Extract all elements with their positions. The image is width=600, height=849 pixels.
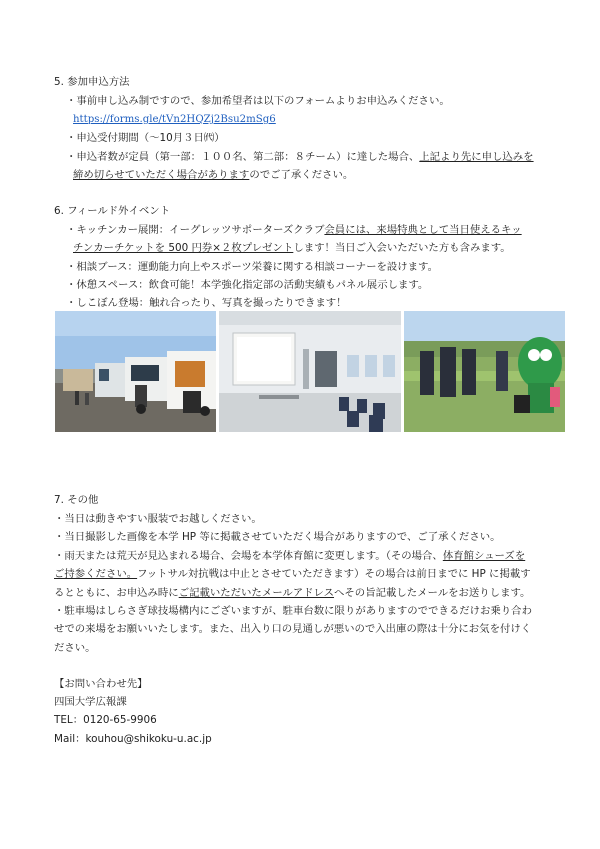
section6-item-kitchen — [66, 223, 522, 237]
section7-item-clothing: ・当日は動きやすい服装でお越しください。 — [54, 513, 262, 525]
section7-item-rain-cont-2 — [54, 586, 530, 600]
contact-org: 四国大学広報課 — [54, 696, 127, 708]
capacity-underlined: 上記より先に申し込みを — [419, 151, 534, 163]
section5-item-period: ・申込受付期間（～10月３日㈹） — [66, 132, 225, 144]
section7-heading: 7. その他 — [54, 494, 99, 506]
capacity-underlined-2: 締め切らせていただく場合があります — [73, 169, 250, 181]
section5-heading: 5. 参加申込方法 — [54, 76, 130, 88]
kitchen-underlined: 会員には、来場特典として当日使えるキッ — [324, 224, 522, 236]
section5-item-capacity-cont — [73, 168, 353, 182]
capacity-tail: のでご了承ください。 — [249, 169, 354, 181]
rain-text-3: るとともに、お申込み時に — [54, 587, 179, 599]
section7-item-parking: ・駐車場はしらさぎ球技場構内にございますが、駐車台数に限りがありますのでできるだけお乗り合わ — [54, 605, 532, 617]
form-url-link[interactable]: https://forms.gle/tVn2HQZj2Bsu2mSg6 — [73, 114, 276, 125]
section5-item-register: ・事前申し込み制ですので、参加希望者は以下のフォームよりお申込みください。 — [66, 95, 450, 107]
section7-item-rain — [54, 549, 525, 563]
contact-tel: TEL：0120-65-9906 — [54, 714, 157, 726]
kitchen-underlined-2: チンカーチケットを 500 円券×２枚プレゼント — [73, 242, 294, 254]
contact-heading: 【お問い合わせ先】 — [54, 678, 148, 690]
kitchen-car-photo — [55, 311, 216, 432]
rain-text: ・雨天または荒天が見込まれる場合、会場を本学体育館に変更します。（その場合、 — [54, 550, 443, 562]
section5-item-capacity — [66, 150, 534, 164]
capacity-text: ・申込者数が定員（第一部：１００名、第二部：８チーム）に達した場合、 — [66, 151, 420, 163]
rain-text-2: フットサル対抗戦は中止とさせていただきます）その場合は前日までに HP に掲載す — [137, 568, 531, 580]
kitchen-text: ・キッチンカー展開：イーグレッツサポーターズクラブ — [66, 224, 325, 236]
section7-item-parking-cont: せでの来場をお願いいたします。また、出入り口の見通しが悪いので入出庫の際は十分にお気を付けく — [54, 623, 532, 635]
section6-item-mascot: ・しこぼん登場：触れ合ったり、写真を撮ったりできます！ — [66, 297, 347, 309]
section7-item-rain-cont — [54, 567, 531, 581]
rain-underlined-2: ご持参ください。 — [54, 568, 138, 580]
contact-mail: Mail：kouhou@shikoku-u.ac.jp — [54, 733, 212, 745]
rain-underlined-3: ご記載いただいたメールアドレス — [178, 587, 335, 599]
section6-heading: 6. フィールド外イベント — [54, 205, 171, 217]
section7-item-photos: ・当日撮影した画像を本学 HP 等に掲載させていただく場合がありますので、ご了承ください。 — [54, 531, 501, 543]
rain-text-4: へその旨記載したメールをお送りします。 — [334, 587, 531, 599]
section6-item-rest: ・休憩スペース：飲食可能！本学強化指定部の活動実績もパネル展示します。 — [66, 279, 429, 291]
section6-item-consult: ・相談ブース：運動能力向上やスポーツ栄養に関する相談コーナーを設けます。 — [66, 261, 438, 273]
section7-item-parking-cont-2: ださい。 — [54, 642, 96, 654]
rest-space-photo — [219, 311, 401, 432]
section6-item-kitchen-cont — [73, 241, 511, 255]
rain-underlined: 体育館シューズを — [442, 550, 526, 562]
mascot-photo — [404, 311, 565, 432]
kitchen-tail: します！当日ご入会いただいた方も含みます。 — [293, 242, 511, 254]
